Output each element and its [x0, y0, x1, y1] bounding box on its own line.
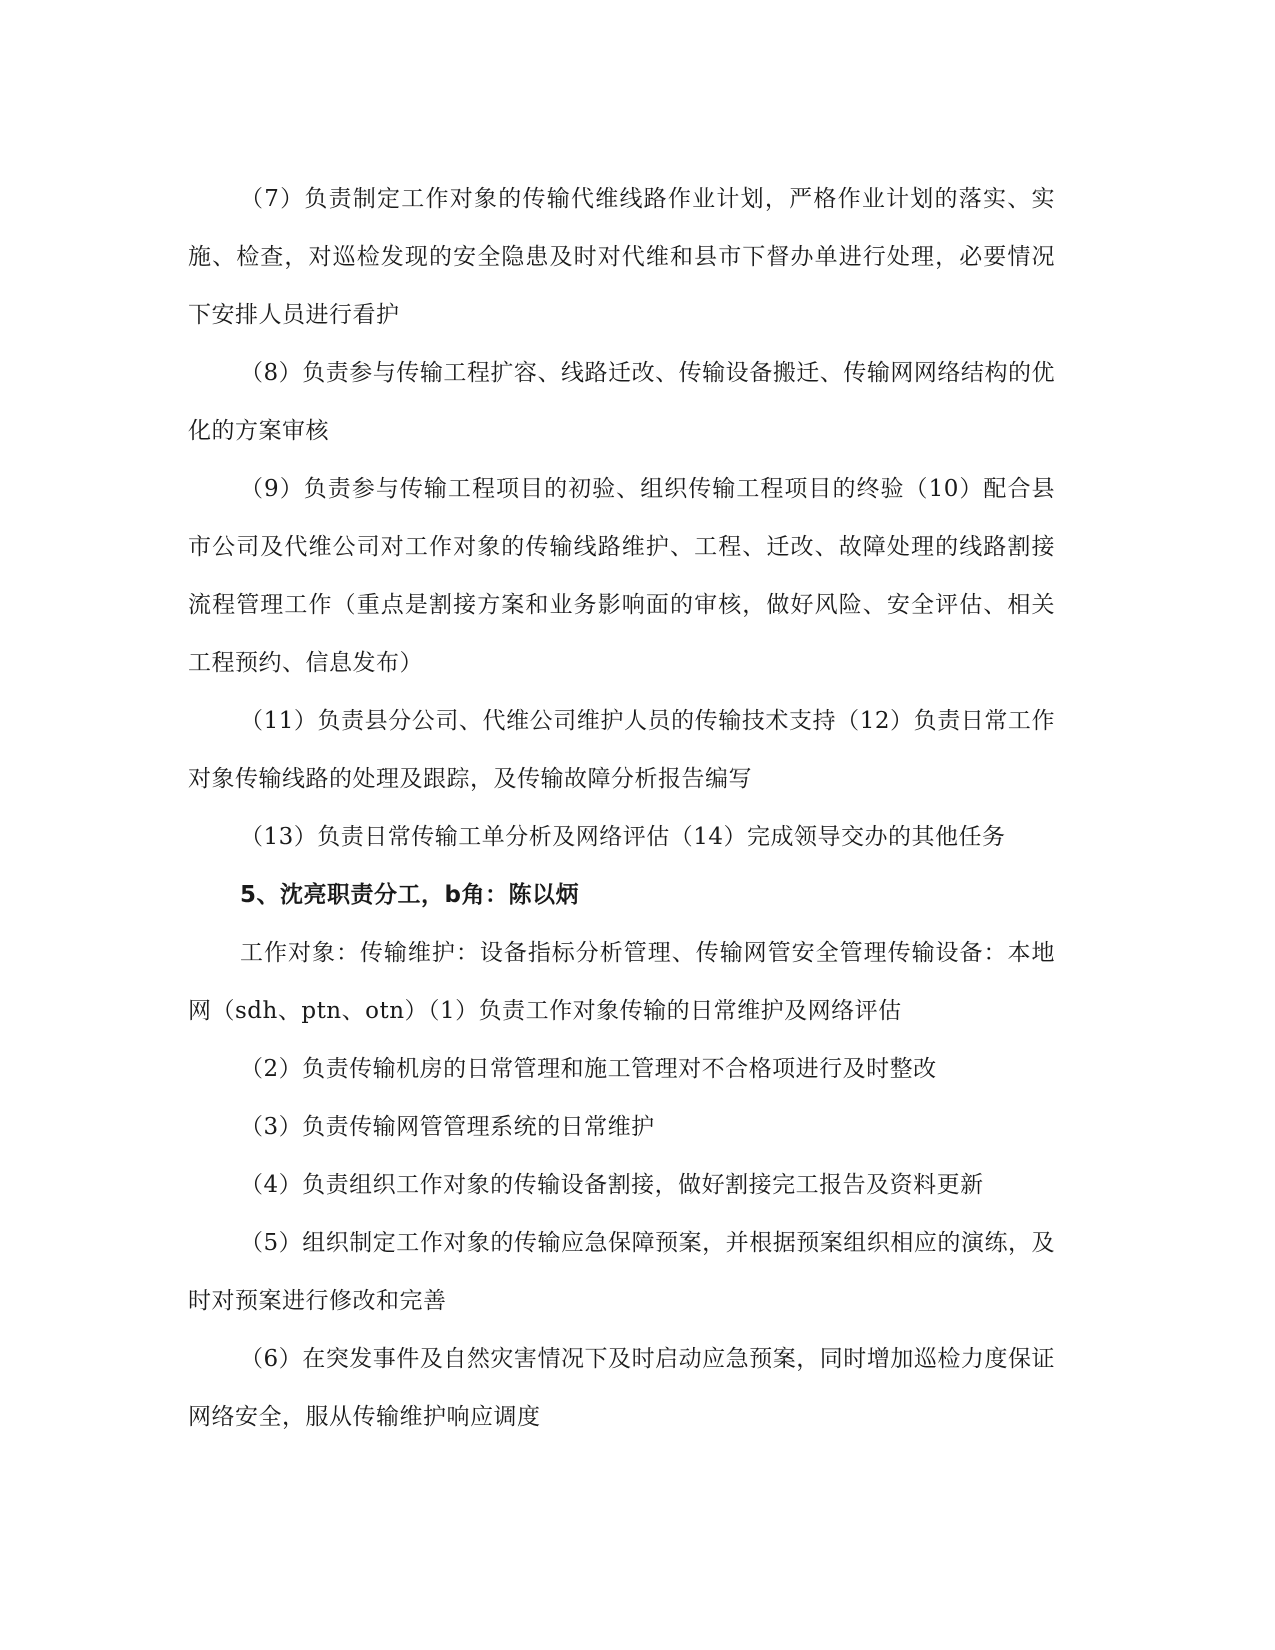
paragraph-item-6: （6）在突发事件及自然灾害情况下及时启动应急预案，同时增加巡检力度保证网络安全，服从传输维护响应调度 [188, 1346, 1055, 1430]
paragraph-item-2: （2）负责传输机房的日常管理和施工管理对不合格项进行及时整改 [240, 1056, 937, 1082]
paragraph-item-11-12: （11）负责县分公司、代维公司维护人员的传输技术支持（12）负责日常工作对象传输线路的处理及跟踪，及传输故障分析报告编写 [188, 708, 1055, 792]
paragraph-work-object: 工作对象：传输维护：设备指标分析管理、传输网管安全管理传输设备：本地网（sdh、ptn、otn）（1）负责工作对象传输的日常维护及网络评估 [188, 940, 1055, 1024]
paragraph-item-13-14: （13）负责日常传输工单分析及网络评估（14）完成领导交办的其他任务 [240, 824, 1006, 850]
paragraph-item-5: （5）组织制定工作对象的传输应急保障预案，并根据预案组织相应的演练，及时对预案进行修改和完善 [188, 1230, 1055, 1314]
paragraph-item-3: （3）负责传输网管管理系统的日常维护 [240, 1114, 655, 1140]
paragraph-item-9-10: （9）负责参与传输工程项目的初验、组织传输工程项目的终验（10）配合县市公司及代维公司对工作对象的传输线路维护、工程、迁改、故障处理的线路割接流程管理工作（重点是割接方案和业务影响面的审核，做好风险、安全评估、相关工程预约、信息发布） [188, 476, 1055, 676]
section-heading: 5、沈亮职责分工，b角：陈以炳 [240, 882, 579, 908]
paragraph-item-8: （8）负责参与传输工程扩容、线路迁改、传输设备搬迁、传输网网络结构的优化的方案审核 [188, 360, 1055, 444]
paragraph-item-7: （7）负责制定工作对象的传输代维线路作业计划，严格作业计划的落实、实施、检查，对巡检发现的安全隐患及时对代维和县市下督办单进行处理，必要情况下安排人员进行看护 [188, 186, 1055, 328]
paragraph-item-4: （4）负责组织工作对象的传输设备割接，做好割接完工报告及资料更新 [240, 1172, 984, 1198]
